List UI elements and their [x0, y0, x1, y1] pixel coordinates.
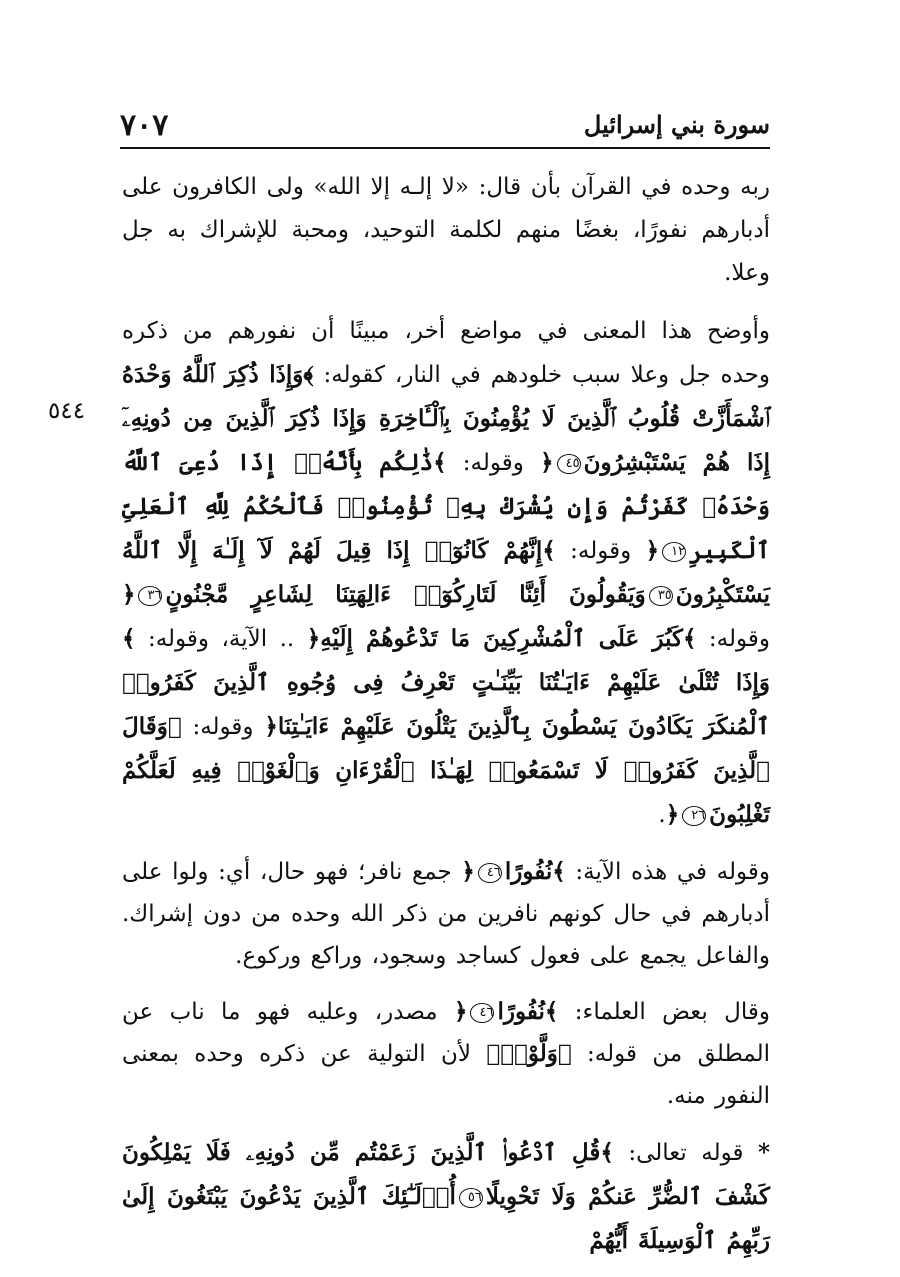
ayah-number-marker: ٤٥ — [557, 454, 581, 474]
ayah-number-marker: ٥٦ — [459, 1188, 483, 1208]
header-divider — [120, 147, 770, 149]
paragraph-text: جمع نافر؛ فهو حال، أي: ولوا على أدبارهم في حال كونهم نافرين من ذكر الله وحده من دون إشراك. والفاعل يجمع على فعول كساجد وسجود، وراكع وركوع. — [122, 859, 770, 969]
quran-word: نُفُورًا — [504, 858, 553, 885]
quran-verse: كَبُرَ عَلَى ٱلْمُشْرِكِينَ مَا تَدْعُوهُمْ إِلَيْهِ — [320, 625, 683, 652]
ayah-number-marker: ٣٦ — [138, 586, 162, 606]
ayah-number-marker: ١٢ — [662, 542, 686, 562]
verse-close-bracket: ﴿ — [665, 801, 680, 828]
quran-verse: ذَٰلِكُم بِأَنَّهُۥٓ إِذَا دُعِىَ ٱللَّهُ وَحْدَهُۥ كَفَرْتُمْ وَإِن يُشْرَكْ بِهِۦ تُؤْمِنُوا۟ فَٱلْحُكْمُ لِلَّهِ ٱلْعَلِىِّ ٱلْكَبِيرِ — [122, 449, 770, 564]
paragraph-text: وقوله: — [181, 714, 265, 740]
verse-close-bracket: ﴿ — [486, 1040, 501, 1067]
verse-open-bracket: ﴾ — [433, 449, 447, 476]
margin-page-reference: ٥٤٤ — [48, 398, 86, 424]
ayah-number-marker: ٢٦ — [682, 806, 706, 826]
page-header — [120, 108, 770, 146]
verse-open-bracket: ﴾ — [552, 858, 566, 885]
paragraph-text: قوله تعالى: — [613, 1140, 758, 1166]
paragraph-4 — [122, 991, 770, 1117]
paragraph-1 — [122, 166, 770, 295]
paragraph-text: وقوله: — [555, 538, 646, 564]
verse-open-bracket: ﴾ — [542, 537, 556, 564]
ayah-number-marker: ٤٦ — [478, 863, 502, 883]
verse-close-bracket: ﴿ — [645, 537, 660, 564]
paragraph-text: ربه وحده في القرآن بأن قال: «لا إلـه إلا الله» ولى الكافرون على أدبارهم نفورًا، بغضًا منهم لكلمة التوحيد، ومحبة للإشراك به جل وعلا. — [122, 174, 770, 286]
paragraph-3 — [122, 851, 770, 977]
paragraph-text: وأوضح هذا المعنى في مواضع أخر، مبينًا أن نفورهم من ذكره وحده جل وعلا سبب خلودهم في النار، كقوله: — [122, 318, 770, 388]
verse-open-bracket: ﴾ — [544, 998, 559, 1025]
quran-word: نُفُورًا — [497, 998, 545, 1025]
running-title: سورة بني إسرائيل — [583, 110, 770, 139]
verse-close-bracket: ﴿ — [453, 998, 468, 1025]
verse-open-bracket: ﴾ — [682, 625, 697, 652]
paragraph-text: لأن التولية عن ذكره وحده بمعنى النفور منه. — [122, 1041, 770, 1109]
verse-open-bracket: ﴾ — [122, 625, 136, 652]
section-star-marker: * — [757, 1139, 770, 1166]
quran-verse: وَإِذَا تُتْلَىٰ عَلَيْهِمْ ءَايَـٰتُنَا بَيِّنَـٰتٍ تَعْرِفُ فِى وُجُوهِ ٱلَّذِينَ كَفَرُوا۟ ٱلْمُنكَرَ يَكَادُونَ يَسْطُونَ بِٱلَّذِينَ يَتْلُونَ عَلَيْهِمْ ءَايَـٰتِنَا — [122, 669, 770, 740]
verse-close-bracket: ﴿ — [264, 713, 278, 740]
verse-open-bracket: ﴾ — [557, 1040, 572, 1067]
quran-verse: وَقَالَ ٱلَّذِينَ كَفَرُوا۟ لَا تَسْمَعُوا۟ لِهَـٰذَا ٱلْقُرْءَانِ وَٱلْغَوْا۟ فِيهِ لَعَلَّكُمْ تَغْلِبُونَ — [122, 713, 770, 828]
verse-close-bracket: ﴿ — [122, 581, 136, 608]
paragraph-text: وقوله: — [696, 626, 771, 652]
paragraph-text: .. الآية، وقوله: — [135, 626, 307, 652]
paragraph-text: . — [658, 802, 666, 828]
paragraph-text: وقوله: — [446, 450, 541, 476]
quran-verse: أُو۟لَـٰٓئِكَ ٱلَّذِينَ يَدْعُونَ يَبْتَغُونَ إِلَىٰ رَبِّهِمُ ٱلْوَسِيلَةَ أَيُّهُمْ — [122, 1183, 770, 1254]
verse-close-bracket: ﴿ — [461, 858, 475, 885]
paragraph-5 — [122, 1131, 770, 1263]
verse-open-bracket: ﴾ — [303, 361, 314, 388]
quran-verse: وَإِذَا ذُكِرَ ٱللَّهُ وَحْدَهُ ٱشْمَأَزَّتْ قُلُوبُ ٱلَّذِينَ لَا يُؤْمِنُونَ بِٱلْـَٔاخِرَةِ وَإِذَا ذُكِرَ ٱلَّذِينَ مِن دُونِهِۦٓ إِذَا هُمْ يَسْتَبْشِرُونَ — [122, 361, 770, 476]
quran-verse: إِنَّهُمْ كَانُوٓا۟ إِذَا قِيلَ لَهُمْ لَآ إِلَـٰهَ إِلَّا ٱللَّهُ يَسْتَكْبِرُونَ — [122, 537, 770, 608]
paragraph-text: مصدر، وعليه فهو ما ناب عن المطلق من قوله: — [122, 999, 771, 1067]
quran-word: وَلَّوْا۟ — [500, 1040, 558, 1067]
paragraph-2 — [122, 309, 770, 837]
page-number: ٧٠٧ — [120, 108, 169, 143]
paragraph-text: وقوله في هذه الآية: — [565, 859, 770, 885]
ayah-number-marker: ٤٦ — [470, 1003, 494, 1023]
quran-verse: قُلِ ٱدْعُوا۟ ٱلَّذِينَ زَعَمْتُم مِّن دُونِهِۦ فَلَا يَمْلِكُونَ كَشْفَ ٱلضُّرِّ عَنكُمْ وَلَا تَحْوِيلًا — [122, 1139, 771, 1210]
verse-close-bracket: ﴿ — [540, 449, 554, 476]
verse-close-bracket: ﴿ — [306, 625, 321, 652]
ayah-number-marker: ٣٥ — [649, 586, 673, 606]
quran-verse: وَيَقُولُونَ أَئِنَّا لَتَارِكُوٓا۟ ءَالِهَتِنَا لِشَاعِرٍ مَّجْنُونٍ — [165, 581, 646, 608]
verse-open-bracket: ﴾ — [167, 713, 182, 740]
page-body — [122, 166, 770, 1277]
paragraph-text: وقال بعض العلماء: — [558, 999, 770, 1025]
verse-open-bracket: ﴾ — [600, 1139, 614, 1166]
